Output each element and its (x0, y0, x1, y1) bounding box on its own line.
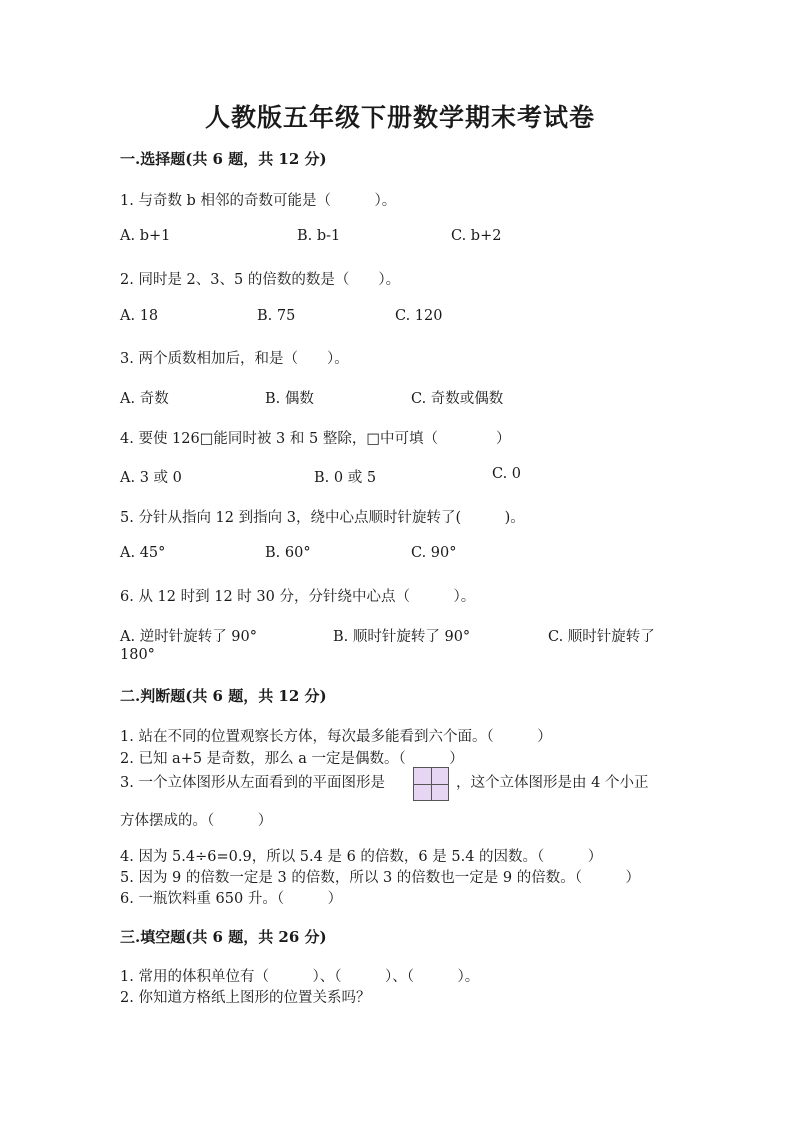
question-text: 1. 与奇数 b 相邻的奇数可能是（ ）。 (120, 193, 397, 209)
option-c: C. 奇数或偶数 (411, 391, 504, 407)
option-b: B. 偶数 (265, 391, 314, 407)
section-heading-fill: 三.填空题(共 6 题，共 26 分) (120, 928, 327, 946)
statement-continued: ，这个立体图形是由 4 个小正 (456, 775, 649, 791)
statement: 方体摆成的。（ ） (120, 813, 273, 829)
statement: 2. 已知 a+5 是奇数，那么 a 一定是偶数。（ ） (120, 751, 464, 767)
fill-question: 2. 你知道方格纸上图形的位置关系吗？ (120, 990, 371, 1006)
option-a: A. 45° (120, 545, 166, 561)
statement: 1. 站在不同的位置观察长方体，每次最多能看到六个面。（ ） (120, 729, 552, 745)
question-text: 6. 从 12 时到 12 时 30 分，分针绕中心点（ ）。 (120, 589, 476, 605)
option-c-wrap: 180° (120, 647, 155, 663)
option-b: B. 60° (265, 545, 311, 561)
statement: 3. 一个立体图形从左面看到的平面图形是 (120, 775, 385, 791)
option-c: C. b+2 (451, 228, 502, 244)
question-text: 3. 两个质数相加后，和是（ ）。 (120, 351, 349, 367)
section-heading-choice: 一.选择题(共 6 题，共 12 分) (120, 150, 327, 168)
option-a: A. 18 (120, 308, 159, 324)
question-text: 2. 同时是 2、3、5 的倍数的数是（ ）。 (120, 272, 401, 288)
option-c: C. 90° (411, 545, 457, 561)
option-a: A. 奇数 (120, 391, 169, 407)
option-c: C. 顺时针旋转了 (548, 629, 655, 645)
option-b: B. 75 (257, 308, 296, 324)
option-a: A. 逆时针旋转了 90° (120, 629, 257, 645)
option-b: B. 0 或 5 (314, 470, 377, 486)
statement: 4. 因为 5.4÷6=0.9，所以 5.4 是 6 的倍数，6 是 5.4 的因数。（ ） (120, 849, 603, 865)
option-b: B. 顺时针旋转了 90° (333, 629, 471, 645)
fill-question: 1. 常用的体积单位有（ ）、（ ）、（ ）。 (120, 969, 480, 985)
left-view-grid-figure (413, 767, 449, 801)
option-a: A. b+1 (120, 228, 171, 244)
option-a: A. 3 或 0 (120, 470, 182, 486)
question-text: 5. 分针从指向 12 到指向 3，绕中心点顺时针旋转了( )。 (120, 510, 525, 526)
statement: 6. 一瓶饮料重 650 升。（ ） (120, 891, 343, 907)
statement: 5. 因为 9 的倍数一定是 3 的倍数，所以 3 的倍数也一定是 9 的倍数。（ ） (120, 870, 640, 886)
option-c: C. 0 (492, 466, 522, 482)
option-c: C. 120 (395, 308, 443, 324)
option-b: B. b-1 (297, 228, 341, 244)
page-title: 人教版五年级下册数学期末考试卷 (204, 103, 595, 132)
section-heading-judge: 二.判断题(共 6 题，共 12 分) (120, 687, 327, 705)
question-text: 4. 要使 126□能同时被 3 和 5 整除，□中可填（ ） (120, 431, 511, 447)
grid-line (414, 784, 448, 785)
